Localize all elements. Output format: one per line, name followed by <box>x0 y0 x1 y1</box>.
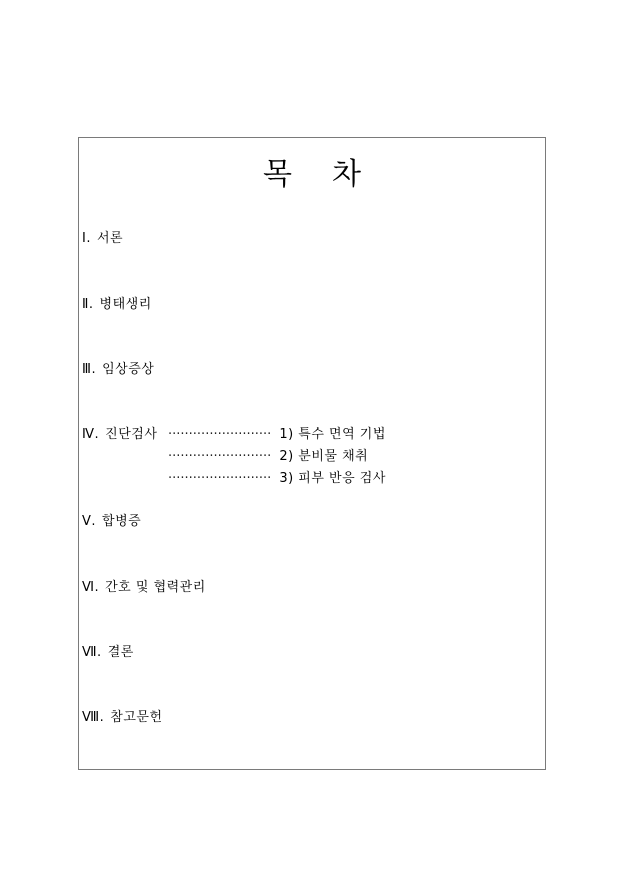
entry-label: 진단검사 <box>105 427 158 442</box>
toc-entry-6 <box>82 580 206 596</box>
toc-entry-7 <box>82 645 134 661</box>
leader-dots: ························· <box>168 427 272 442</box>
toc-entry-1 <box>82 231 123 247</box>
entry-label: 임상증상 <box>102 362 155 377</box>
entry-number: Ⅲ. <box>82 362 97 377</box>
toc-entry-4 <box>82 427 157 443</box>
entry-number: Ⅶ. <box>82 645 102 660</box>
entry-label: 참고문헌 <box>110 710 163 725</box>
title-char-2: 차 <box>332 157 361 192</box>
entry-number: Ⅴ. <box>82 514 97 529</box>
entry-label: 간호 및 협력관리 <box>105 580 206 595</box>
entry-number: Ⅰ. <box>82 231 91 246</box>
toc-subentry-2 <box>168 449 368 465</box>
leader-dots: ························· <box>168 449 272 464</box>
toc-entry-8 <box>82 710 163 726</box>
entry-label: 합병증 <box>102 514 142 529</box>
toc-subentry-1 <box>168 427 386 443</box>
subentry-label: 2) 분비물 채취 <box>279 449 369 464</box>
subentry-label: 1) 특수 면역 기법 <box>279 427 386 442</box>
page-title <box>0 158 624 192</box>
toc-entry-5 <box>82 514 141 530</box>
entry-label: 결론 <box>107 645 134 660</box>
toc-entry-3 <box>82 362 154 378</box>
subentry-label: 3) 피부 반응 검사 <box>279 471 386 486</box>
title-char-1: 목 <box>263 157 292 192</box>
entry-number: Ⅱ. <box>82 297 94 312</box>
entry-label: 병태생리 <box>99 297 152 312</box>
entry-label: 서론 <box>96 231 124 246</box>
leader-dots: ························· <box>168 471 272 486</box>
entry-number: Ⅵ. <box>82 580 100 595</box>
entry-number: Ⅷ. <box>82 710 105 725</box>
toc-entry-2 <box>82 297 152 313</box>
entry-number: Ⅳ. <box>82 427 100 442</box>
toc-subentry-3 <box>168 471 386 487</box>
